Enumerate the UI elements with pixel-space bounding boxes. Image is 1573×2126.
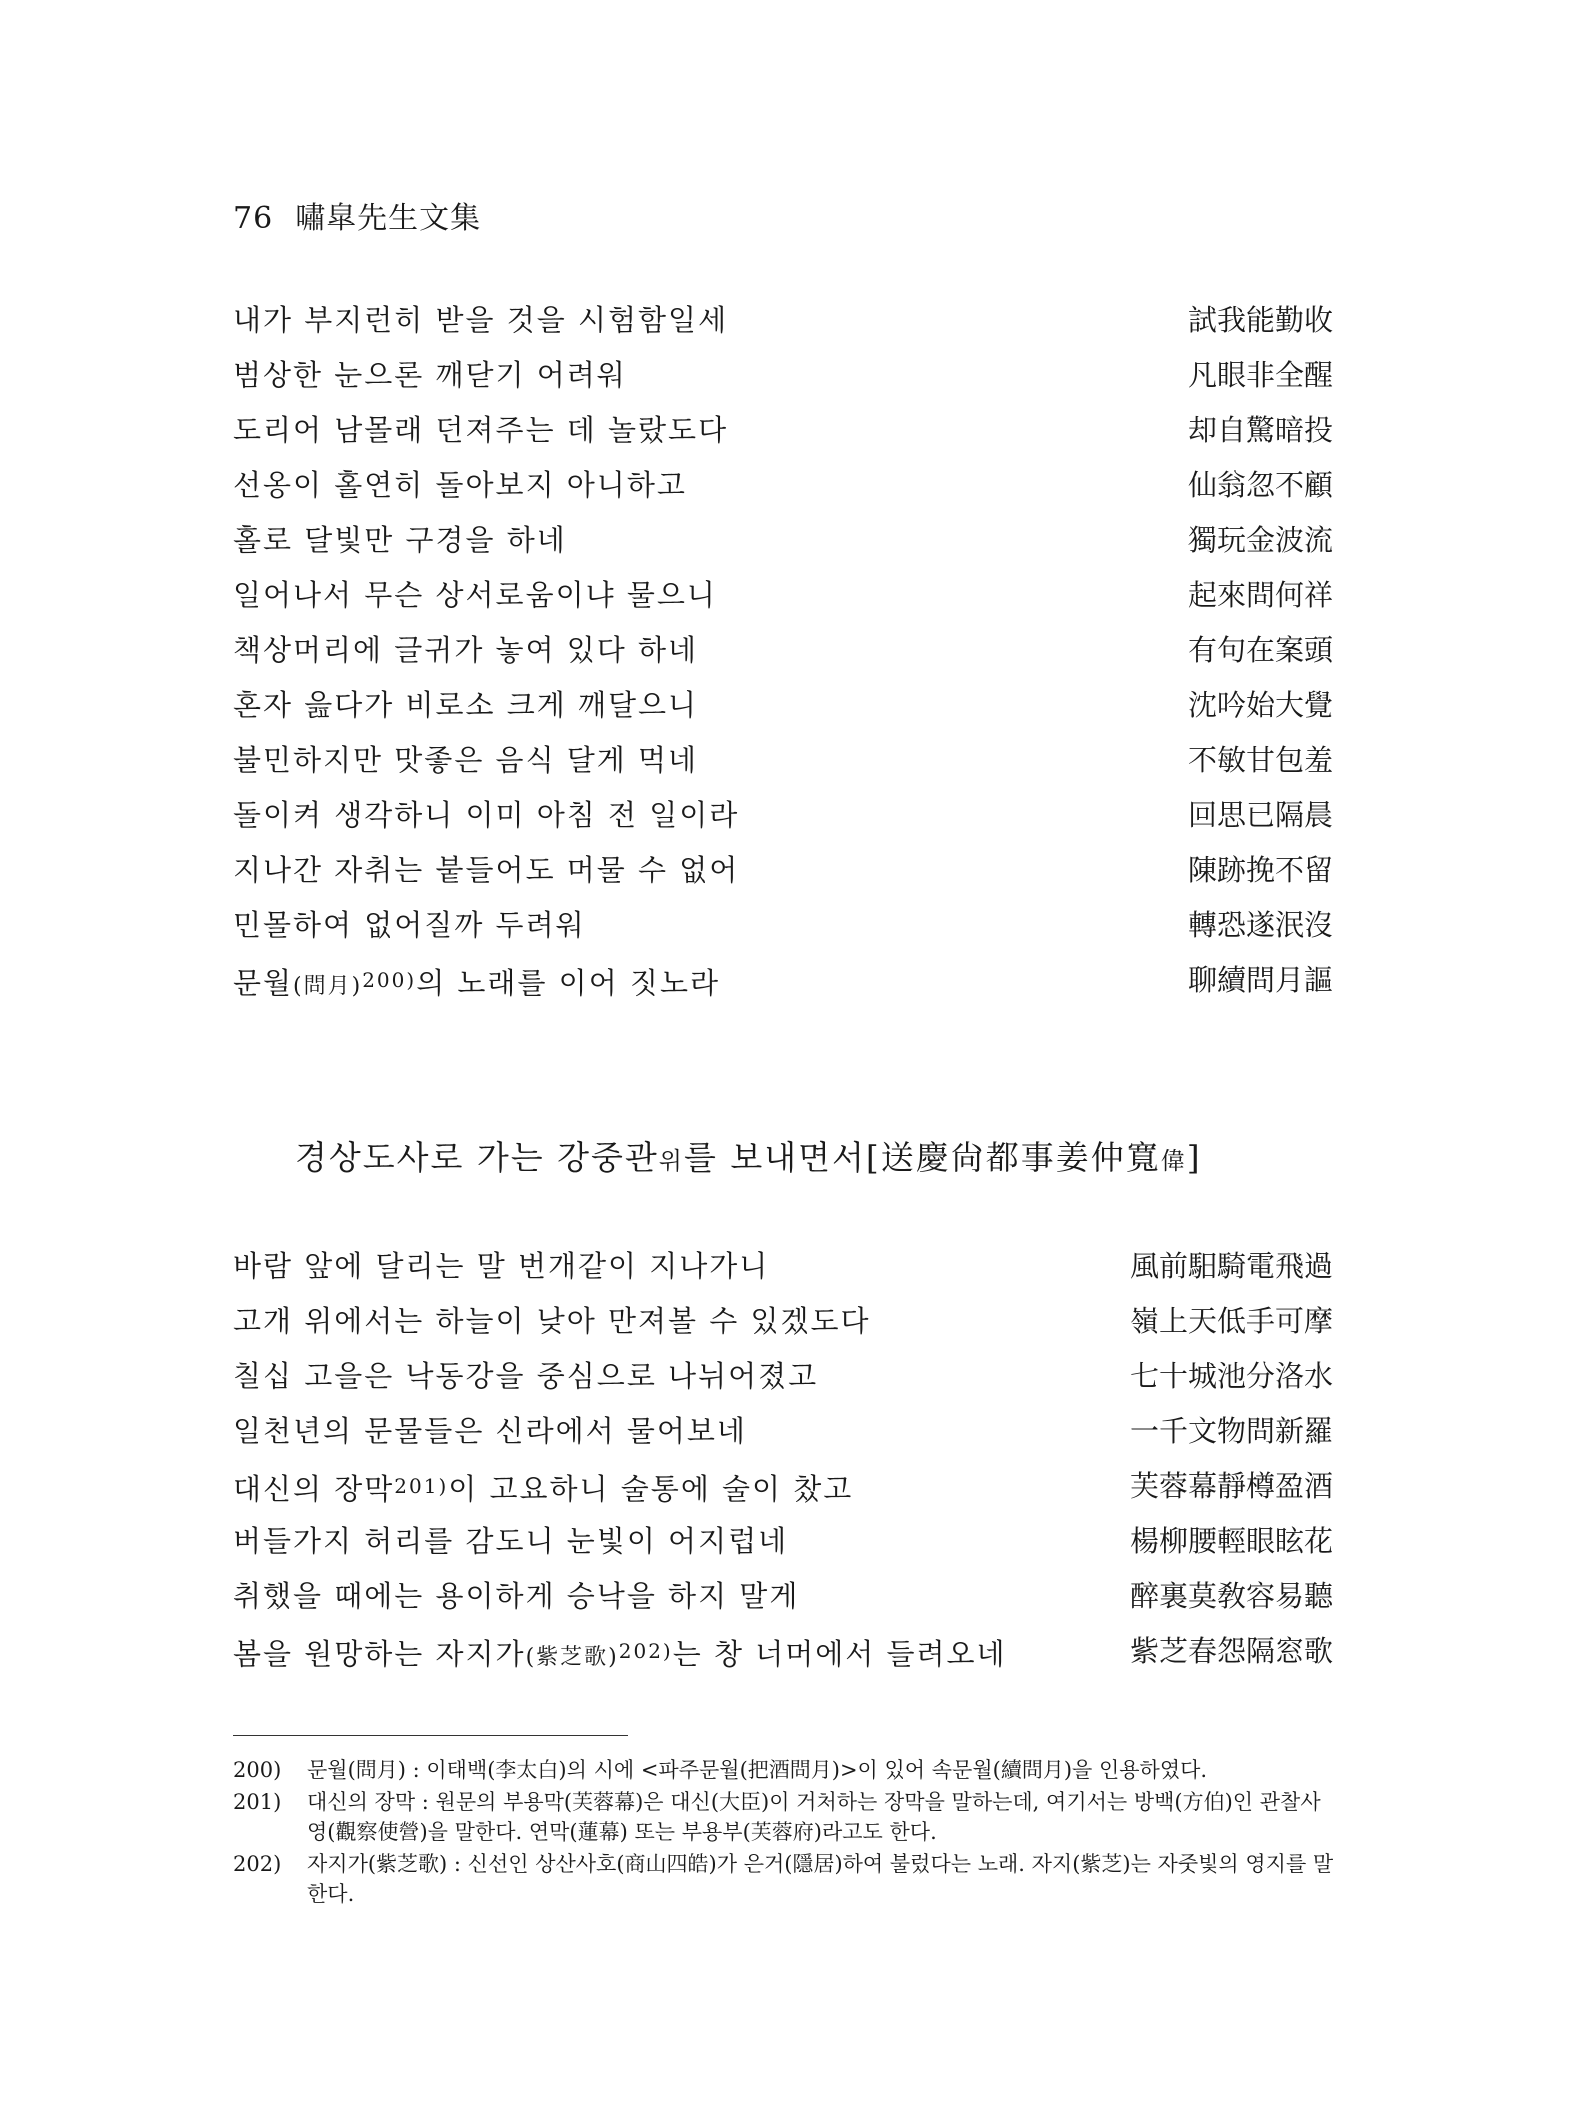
korean-verse: 홀로 달빛만 구경을 하네 [233,523,567,557]
verse-text: 이 고요하니 술통에 술이 찼고 [448,1472,854,1506]
poem-line [233,465,1333,520]
korean-verse [233,1631,1007,1678]
korean-verse: 선옹이 홀연히 돌아보지 아니하고 [233,468,687,502]
poem-line [233,1301,1333,1356]
verse-hanja-gloss: (紫芝歌) [525,1645,619,1670]
footnote-202 [233,1849,1338,1909]
poem-line [233,1246,1333,1301]
poem-line [233,630,1333,685]
hanja-verse: 芙蓉幕靜樽盈酒 [1129,1469,1333,1503]
korean-verse: 일어나서 무슨 상서로움이냐 물으니 [233,578,717,612]
poem-line [233,1356,1333,1411]
poem-line [233,1521,1333,1576]
korean-verse: 지나간 자취는 붙들어도 머물 수 없어 [233,853,740,887]
poem-2-title [295,1132,1202,1179]
hanja-verse: 風前馹騎電飛過 [1129,1249,1333,1283]
korean-verse: 고개 위에서는 하늘이 낮아 만져볼 수 있겠도다 [233,1304,871,1338]
footnotes [233,1755,1338,1911]
hanja-verse: 却自驚暗投 [1187,413,1333,447]
poem-line [233,575,1333,630]
hanja-verse: 沈吟始大覺 [1187,688,1333,722]
korean-verse: 민몰하여 없어질까 두려워 [233,908,586,942]
poem-line [233,1576,1333,1631]
footnote-200 [233,1755,1338,1785]
korean-verse: 취했을 때에는 용이하게 승낙을 하지 말게 [233,1579,800,1613]
title-text: 를 보내면서[送慶尙都事姜仲寬 [683,1138,1161,1177]
verse-text: 의 노래를 이어 짓노라 [416,966,720,1000]
poem-2 [233,1246,1333,1686]
footnote-text: 자지가(紫芝歌) : 신선인 상산사호(商山四皓)가 은거(隱居)하여 불렀다는 노래. 자지(紫芝)는 자줏빛의 영지를 말한다. [307,1852,1334,1906]
footnote-ref-201[interactable]: 201) [394,1474,449,1498]
korean-verse: 내가 부지런히 받을 것을 시험함일세 [233,303,729,337]
poem-line [233,1631,1333,1686]
running-head [233,193,481,237]
footnote-number: 201) [233,1790,282,1814]
hanja-verse: 紫芝春怨隔窓歌 [1129,1634,1333,1668]
hanja-verse: 醉裏莫敎容易聽 [1129,1579,1333,1613]
korean-verse: 칠십 고을은 낙동강을 중심으로 나뉘어졌고 [233,1359,819,1393]
hanja-verse: 七十城池分洛水 [1129,1359,1333,1393]
verse-hanja-gloss: (問月) [293,974,363,999]
korean-verse: 돌이켜 생각하니 이미 아침 전 일이라 [233,798,740,832]
footnote-ref-200[interactable]: 200) [362,968,417,992]
korean-verse: 바람 앞에 달리는 말 번개같이 지나가니 [233,1249,770,1283]
korean-verse [233,1466,853,1509]
hanja-verse: 獨玩金波流 [1187,523,1333,557]
footnote-number: 200) [233,1758,282,1782]
page-number: 76 [233,201,274,236]
hanja-verse: 楊柳腰輕眼眩花 [1129,1524,1333,1558]
hanja-verse: 回思已隔晨 [1187,798,1333,832]
book-title: 嘯皐先生文集 [295,201,482,236]
hanja-verse: 陳跡挽不留 [1187,853,1333,887]
poem-1 [233,300,1333,1015]
hanja-verse: 嶺上天低手可摩 [1129,1304,1333,1338]
poem-line [233,960,1333,1015]
hanja-verse: 試我能勤收 [1187,303,1333,337]
footnote-201 [233,1787,1338,1847]
hanja-verse: 轉恐遂泯沒 [1187,908,1333,942]
footnote-divider [233,1735,628,1736]
poem-line [233,795,1333,850]
poem-line [233,300,1333,355]
korean-verse: 일천년의 문물들은 신라에서 물어보네 [233,1414,747,1448]
footnote-ref-202[interactable]: 202) [618,1639,673,1663]
footnote-number: 202) [233,1852,282,1876]
footnote-text: 문월(問月) : 이태백(李太白)의 시에 <파주문월(把酒問月)>이 있어 속문월(續問月)을 인용하였다. [307,1758,1208,1782]
korean-verse: 책상머리에 글귀가 놓여 있다 하네 [233,633,699,667]
poem-line [233,850,1333,905]
hanja-verse: 仙翁忽不顧 [1187,468,1333,502]
poem-line [233,355,1333,410]
poem-line [233,685,1333,740]
hanja-verse: 聊續問月謳 [1187,963,1333,997]
poem-line [233,740,1333,795]
verse-text: 는 창 너머에서 들려오네 [672,1637,1007,1671]
korean-verse: 도리어 남몰래 던져주는 데 놀랐도다 [233,413,729,447]
title-text: ] [1186,1138,1202,1177]
poem-line [233,410,1333,465]
title-name-gloss: 위 [658,1147,684,1175]
hanja-verse: 有句在案頭 [1187,633,1333,667]
hanja-verse: 一千文物問新羅 [1129,1414,1333,1448]
korean-verse: 범상한 눈으론 깨닫기 어려워 [233,358,627,392]
poem-line [233,1411,1333,1466]
poem-line [233,905,1333,960]
title-name-gloss: 偉 [1160,1147,1187,1175]
korean-verse [233,960,720,1007]
poem-line [233,1466,1333,1521]
footnote-text: 대신의 장막 : 원문의 부용막(芙蓉幕)은 대신(大臣)이 거처하는 장막을 말하는데, 여기서는 방백(方伯)인 관찰사영(觀察使營)을 말한다. 연막(蓮幕) 또는 부용부(芙蓉府)라고도 한다. [307,1790,1321,1844]
verse-text: 대신의 장막 [233,1472,395,1506]
korean-verse: 버들가지 허리를 감도니 눈빛이 어지럽네 [233,1524,789,1558]
hanja-verse: 不敏甘包羞 [1187,743,1333,777]
poem-line [233,520,1333,575]
title-text: 경상도사로 가는 강중관 [295,1138,659,1177]
verse-text: 문월 [233,966,294,1000]
hanja-verse: 凡眼非全醒 [1187,358,1333,392]
korean-verse: 혼자 읊다가 비로소 크게 깨달으니 [233,688,699,722]
hanja-verse: 起來問何祥 [1187,578,1333,612]
korean-verse: 불민하지만 맛좋은 음식 달게 먹네 [233,743,699,777]
verse-text: 봄을 원망하는 자지가 [233,1637,526,1671]
